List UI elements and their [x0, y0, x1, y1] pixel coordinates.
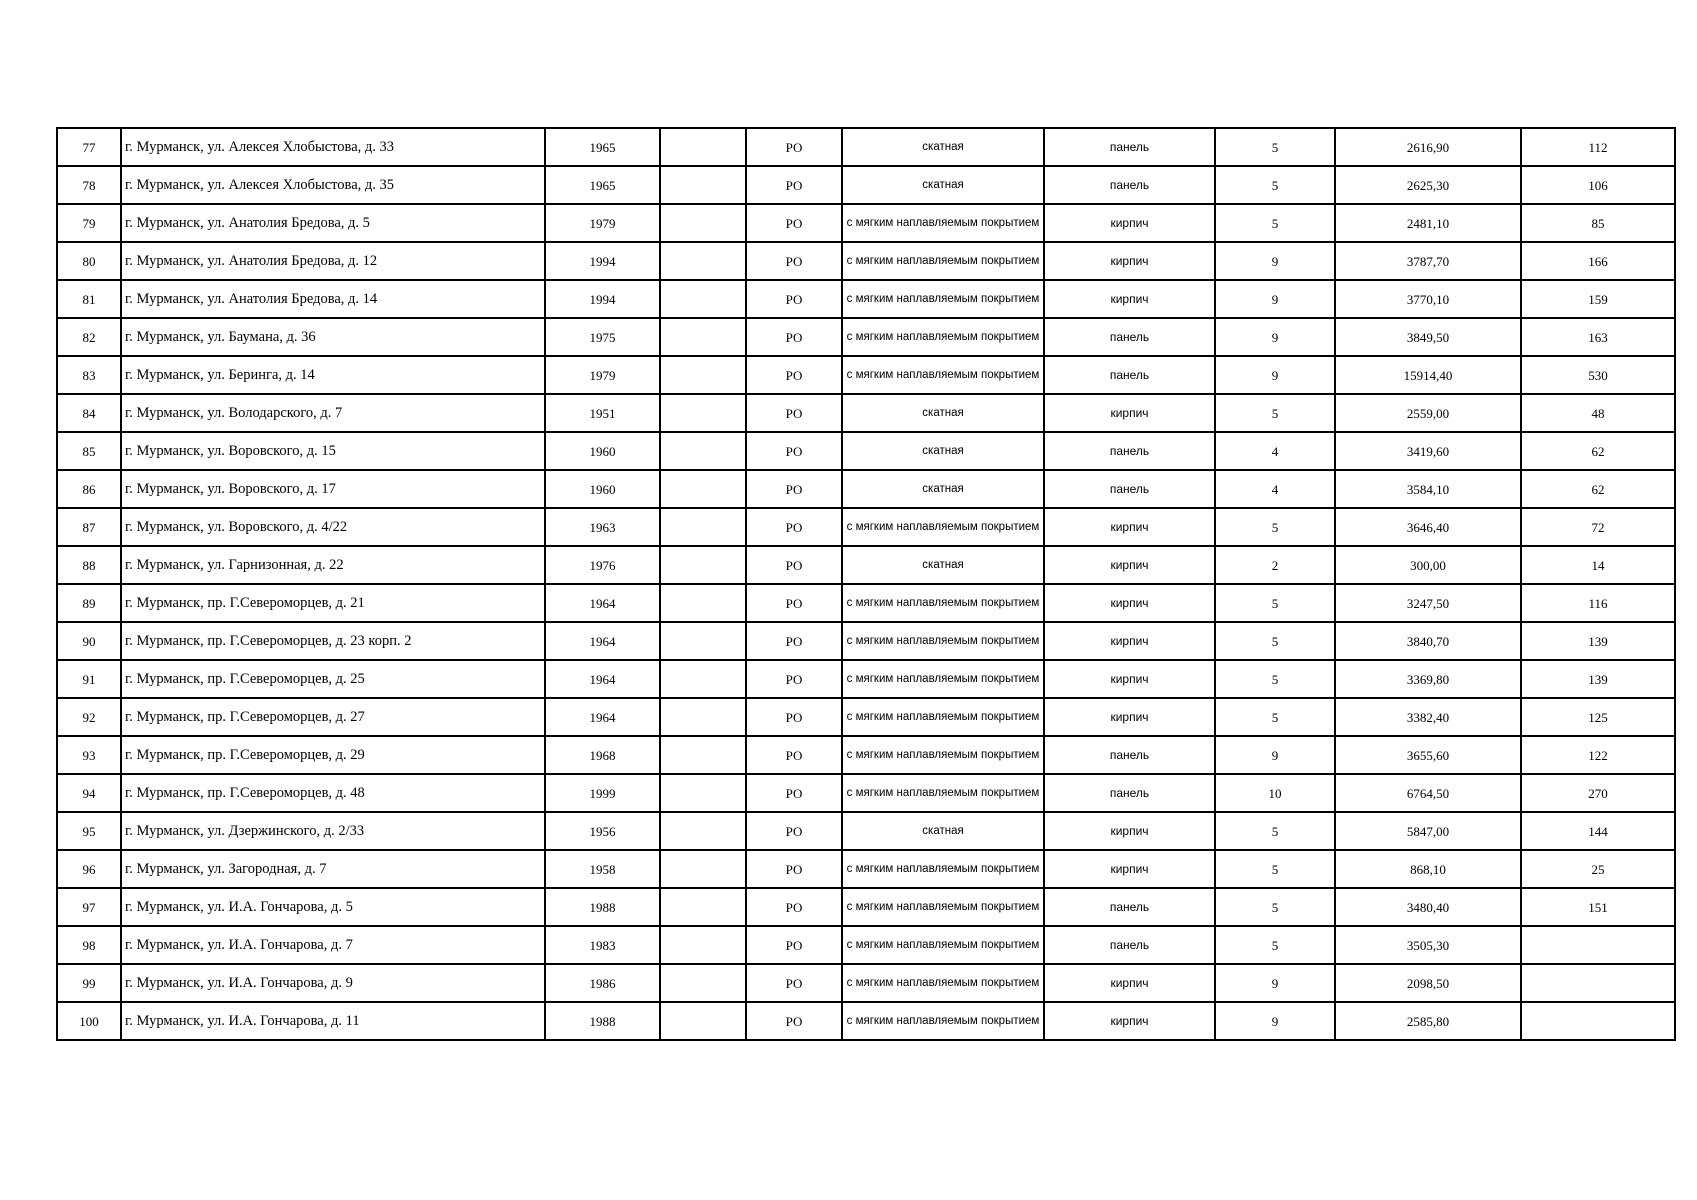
area-cell: 3505,30 — [1335, 926, 1521, 964]
program-type-cell: РО — [746, 546, 842, 584]
table-row — [57, 166, 1675, 204]
area-cell: 2616,90 — [1335, 128, 1521, 166]
build-year-cell: 1965 — [545, 166, 660, 204]
address-cell: г. Мурманск, ул. Володарского, д. 7 — [121, 394, 545, 432]
build-year-cell: 1986 — [545, 964, 660, 1002]
table-row — [57, 964, 1675, 1002]
wall-material-cell: кирпич — [1044, 660, 1215, 698]
program-type-cell: РО — [746, 850, 842, 888]
program-type-cell: РО — [746, 432, 842, 470]
wall-material-cell: панель — [1044, 128, 1215, 166]
program-type-cell: РО — [746, 774, 842, 812]
row-number-cell: 89 — [57, 584, 121, 622]
empty-cell — [660, 166, 746, 204]
residents-cell: 270 — [1521, 774, 1675, 812]
table-row — [57, 850, 1675, 888]
program-type-cell: РО — [746, 318, 842, 356]
build-year-cell: 1951 — [545, 394, 660, 432]
build-year-cell: 1983 — [545, 926, 660, 964]
residents-cell: 14 — [1521, 546, 1675, 584]
address-cell: г. Мурманск, пр. Г.Североморцев, д. 48 — [121, 774, 545, 812]
table-row — [57, 204, 1675, 242]
program-type-cell: РО — [746, 508, 842, 546]
program-type-cell: РО — [746, 204, 842, 242]
wall-material-cell: кирпич — [1044, 546, 1215, 584]
address-cell: г. Мурманск, ул. Баумана, д. 36 — [121, 318, 545, 356]
table-row — [57, 432, 1675, 470]
build-year-cell: 1960 — [545, 432, 660, 470]
row-number-cell: 87 — [57, 508, 121, 546]
floors-cell: 5 — [1215, 394, 1335, 432]
row-number-cell: 92 — [57, 698, 121, 736]
wall-material-cell: панель — [1044, 736, 1215, 774]
roof-type-cell: скатная — [842, 546, 1044, 584]
floors-cell: 5 — [1215, 698, 1335, 736]
row-number-cell: 99 — [57, 964, 121, 1002]
residents-cell: 25 — [1521, 850, 1675, 888]
empty-cell — [660, 432, 746, 470]
area-cell: 3646,40 — [1335, 508, 1521, 546]
row-number-cell: 79 — [57, 204, 121, 242]
residents-cell: 144 — [1521, 812, 1675, 850]
residents-cell — [1521, 1002, 1675, 1040]
floors-cell: 5 — [1215, 812, 1335, 850]
floors-cell: 9 — [1215, 356, 1335, 394]
row-number-cell: 96 — [57, 850, 121, 888]
floors-cell: 9 — [1215, 280, 1335, 318]
wall-material-cell: кирпич — [1044, 508, 1215, 546]
residents-cell: 125 — [1521, 698, 1675, 736]
build-year-cell: 1956 — [545, 812, 660, 850]
roof-type-cell: скатная — [842, 166, 1044, 204]
residents-cell: 530 — [1521, 356, 1675, 394]
wall-material-cell: кирпич — [1044, 622, 1215, 660]
table-row — [57, 318, 1675, 356]
wall-material-cell: кирпич — [1044, 850, 1215, 888]
row-number-cell: 81 — [57, 280, 121, 318]
address-cell: г. Мурманск, ул. Воровского, д. 4/22 — [121, 508, 545, 546]
wall-material-cell: панель — [1044, 166, 1215, 204]
wall-material-cell: панель — [1044, 318, 1215, 356]
roof-type-cell: с мягким наплавляемым покрытием — [842, 1002, 1044, 1040]
build-year-cell: 1994 — [545, 280, 660, 318]
table-row — [57, 508, 1675, 546]
wall-material-cell: панель — [1044, 888, 1215, 926]
floors-cell: 10 — [1215, 774, 1335, 812]
program-type-cell: РО — [746, 926, 842, 964]
table-body — [57, 128, 1675, 1040]
floors-cell: 5 — [1215, 508, 1335, 546]
floors-cell: 9 — [1215, 242, 1335, 280]
residents-cell: 106 — [1521, 166, 1675, 204]
residents-cell: 159 — [1521, 280, 1675, 318]
table-row — [57, 736, 1675, 774]
address-cell: г. Мурманск, ул. И.А. Гончарова, д. 9 — [121, 964, 545, 1002]
table-row — [57, 660, 1675, 698]
area-cell: 2098,50 — [1335, 964, 1521, 1002]
build-year-cell: 1975 — [545, 318, 660, 356]
program-type-cell: РО — [746, 1002, 842, 1040]
program-type-cell: РО — [746, 356, 842, 394]
build-year-cell: 1965 — [545, 128, 660, 166]
roof-type-cell: с мягким наплавляемым покрытием — [842, 926, 1044, 964]
roof-type-cell: с мягким наплавляемым покрытием — [842, 774, 1044, 812]
area-cell: 3382,40 — [1335, 698, 1521, 736]
roof-type-cell: с мягким наплавляемым покрытием — [842, 584, 1044, 622]
empty-cell — [660, 128, 746, 166]
area-cell: 3480,40 — [1335, 888, 1521, 926]
row-number-cell: 80 — [57, 242, 121, 280]
empty-cell — [660, 964, 746, 1002]
empty-cell — [660, 394, 746, 432]
build-year-cell: 1964 — [545, 584, 660, 622]
roof-type-cell: с мягким наплавляемым покрытием — [842, 736, 1044, 774]
residents-cell: 48 — [1521, 394, 1675, 432]
residents-cell: 163 — [1521, 318, 1675, 356]
empty-cell — [660, 660, 746, 698]
row-number-cell: 86 — [57, 470, 121, 508]
table-row — [57, 584, 1675, 622]
area-cell: 6764,50 — [1335, 774, 1521, 812]
empty-cell — [660, 736, 746, 774]
wall-material-cell: кирпич — [1044, 394, 1215, 432]
roof-type-cell: скатная — [842, 812, 1044, 850]
address-cell: г. Мурманск, ул. Анатолия Бредова, д. 12 — [121, 242, 545, 280]
area-cell: 2625,30 — [1335, 166, 1521, 204]
residents-cell: 72 — [1521, 508, 1675, 546]
empty-cell — [660, 774, 746, 812]
address-cell: г. Мурманск, ул. Беринга, д. 14 — [121, 356, 545, 394]
wall-material-cell: панель — [1044, 470, 1215, 508]
build-year-cell: 1999 — [545, 774, 660, 812]
wall-material-cell: панель — [1044, 356, 1215, 394]
roof-type-cell: с мягким наплавляемым покрытием — [842, 888, 1044, 926]
roof-type-cell: с мягким наплавляемым покрытием — [842, 850, 1044, 888]
address-cell: г. Мурманск, ул. Алексея Хлобыстова, д. 33 — [121, 128, 545, 166]
address-cell: г. Мурманск, ул. Анатолия Бредова, д. 14 — [121, 280, 545, 318]
roof-type-cell: с мягким наплавляемым покрытием — [842, 280, 1044, 318]
row-number-cell: 88 — [57, 546, 121, 584]
table-row — [57, 926, 1675, 964]
floors-cell: 2 — [1215, 546, 1335, 584]
address-cell: г. Мурманск, ул. Загородная, д. 7 — [121, 850, 545, 888]
row-number-cell: 90 — [57, 622, 121, 660]
wall-material-cell: кирпич — [1044, 698, 1215, 736]
empty-cell — [660, 242, 746, 280]
address-cell: г. Мурманск, ул. Дзержинского, д. 2/33 — [121, 812, 545, 850]
table-row — [57, 622, 1675, 660]
empty-cell — [660, 204, 746, 242]
build-year-cell: 1964 — [545, 622, 660, 660]
program-type-cell: РО — [746, 280, 842, 318]
roof-type-cell: с мягким наплавляемым покрытием — [842, 356, 1044, 394]
area-cell: 3849,50 — [1335, 318, 1521, 356]
table-row — [57, 1002, 1675, 1040]
empty-cell — [660, 926, 746, 964]
build-year-cell: 1958 — [545, 850, 660, 888]
row-number-cell: 91 — [57, 660, 121, 698]
program-type-cell: РО — [746, 736, 842, 774]
area-cell: 3584,10 — [1335, 470, 1521, 508]
residents-cell — [1521, 964, 1675, 1002]
build-year-cell: 1988 — [545, 888, 660, 926]
address-cell: г. Мурманск, пр. Г.Североморцев, д. 25 — [121, 660, 545, 698]
area-cell: 2559,00 — [1335, 394, 1521, 432]
program-type-cell: РО — [746, 470, 842, 508]
roof-type-cell: скатная — [842, 394, 1044, 432]
empty-cell — [660, 888, 746, 926]
roof-type-cell: с мягким наплавляемым покрытием — [842, 660, 1044, 698]
address-cell: г. Мурманск, пр. Г.Североморцев, д. 29 — [121, 736, 545, 774]
area-cell: 2585,80 — [1335, 1002, 1521, 1040]
program-type-cell: РО — [746, 622, 842, 660]
program-type-cell: РО — [746, 660, 842, 698]
residents-cell: 139 — [1521, 622, 1675, 660]
row-number-cell: 93 — [57, 736, 121, 774]
wall-material-cell: кирпич — [1044, 280, 1215, 318]
address-cell: г. Мурманск, ул. Алексея Хлобыстова, д. 35 — [121, 166, 545, 204]
residents-cell: 85 — [1521, 204, 1675, 242]
empty-cell — [660, 584, 746, 622]
empty-cell — [660, 698, 746, 736]
row-number-cell: 77 — [57, 128, 121, 166]
empty-cell — [660, 546, 746, 584]
wall-material-cell: панель — [1044, 926, 1215, 964]
residents-cell — [1521, 926, 1675, 964]
build-year-cell: 1964 — [545, 698, 660, 736]
row-number-cell: 98 — [57, 926, 121, 964]
build-year-cell: 1979 — [545, 204, 660, 242]
floors-cell: 5 — [1215, 166, 1335, 204]
empty-cell — [660, 1002, 746, 1040]
floors-cell: 4 — [1215, 470, 1335, 508]
row-number-cell: 83 — [57, 356, 121, 394]
floors-cell: 5 — [1215, 584, 1335, 622]
roof-type-cell: с мягким наплавляемым покрытием — [842, 964, 1044, 1002]
address-cell: г. Мурманск, пр. Г.Североморцев, д. 23 корп. 2 — [121, 622, 545, 660]
floors-cell: 5 — [1215, 888, 1335, 926]
residents-cell: 62 — [1521, 432, 1675, 470]
floors-cell: 9 — [1215, 1002, 1335, 1040]
floors-cell: 9 — [1215, 964, 1335, 1002]
empty-cell — [660, 318, 746, 356]
table-row — [57, 470, 1675, 508]
row-number-cell: 78 — [57, 166, 121, 204]
table-row — [57, 546, 1675, 584]
area-cell: 3787,70 — [1335, 242, 1521, 280]
area-cell: 2481,10 — [1335, 204, 1521, 242]
area-cell: 3840,70 — [1335, 622, 1521, 660]
roof-type-cell: скатная — [842, 128, 1044, 166]
build-year-cell: 1979 — [545, 356, 660, 394]
address-cell: г. Мурманск, ул. И.А. Гончарова, д. 7 — [121, 926, 545, 964]
area-cell: 868,10 — [1335, 850, 1521, 888]
address-cell: г. Мурманск, ул. И.А. Гончарова, д. 11 — [121, 1002, 545, 1040]
housing-register-table — [56, 127, 1676, 1041]
program-type-cell: РО — [746, 964, 842, 1002]
area-cell: 3770,10 — [1335, 280, 1521, 318]
table-row — [57, 774, 1675, 812]
program-type-cell: РО — [746, 166, 842, 204]
area-cell: 3655,60 — [1335, 736, 1521, 774]
residents-cell: 151 — [1521, 888, 1675, 926]
row-number-cell: 95 — [57, 812, 121, 850]
wall-material-cell: кирпич — [1044, 1002, 1215, 1040]
residents-cell: 62 — [1521, 470, 1675, 508]
roof-type-cell: с мягким наплавляемым покрытием — [842, 622, 1044, 660]
address-cell: г. Мурманск, пр. Г.Североморцев, д. 27 — [121, 698, 545, 736]
floors-cell: 5 — [1215, 850, 1335, 888]
residents-cell: 166 — [1521, 242, 1675, 280]
wall-material-cell: кирпич — [1044, 812, 1215, 850]
program-type-cell: РО — [746, 698, 842, 736]
roof-type-cell: скатная — [842, 470, 1044, 508]
program-type-cell: РО — [746, 128, 842, 166]
area-cell: 3369,80 — [1335, 660, 1521, 698]
residents-cell: 116 — [1521, 584, 1675, 622]
table-row — [57, 280, 1675, 318]
row-number-cell: 84 — [57, 394, 121, 432]
address-cell: г. Мурманск, пр. Г.Североморцев, д. 21 — [121, 584, 545, 622]
build-year-cell: 1988 — [545, 1002, 660, 1040]
roof-type-cell: с мягким наплавляемым покрытием — [842, 508, 1044, 546]
build-year-cell: 1964 — [545, 660, 660, 698]
empty-cell — [660, 470, 746, 508]
row-number-cell: 100 — [57, 1002, 121, 1040]
empty-cell — [660, 280, 746, 318]
program-type-cell: РО — [746, 812, 842, 850]
build-year-cell: 1968 — [545, 736, 660, 774]
floors-cell: 4 — [1215, 432, 1335, 470]
build-year-cell: 1994 — [545, 242, 660, 280]
empty-cell — [660, 622, 746, 660]
floors-cell: 5 — [1215, 622, 1335, 660]
row-number-cell: 94 — [57, 774, 121, 812]
table-row — [57, 128, 1675, 166]
roof-type-cell: с мягким наплавляемым покрытием — [842, 204, 1044, 242]
floors-cell: 5 — [1215, 926, 1335, 964]
wall-material-cell: панель — [1044, 774, 1215, 812]
address-cell: г. Мурманск, ул. Воровского, д. 15 — [121, 432, 545, 470]
table-row — [57, 394, 1675, 432]
area-cell: 300,00 — [1335, 546, 1521, 584]
floors-cell: 5 — [1215, 204, 1335, 242]
address-cell: г. Мурманск, ул. Гарнизонная, д. 22 — [121, 546, 545, 584]
wall-material-cell: кирпич — [1044, 584, 1215, 622]
table-row — [57, 698, 1675, 736]
roof-type-cell: с мягким наплавляемым покрытием — [842, 318, 1044, 356]
program-type-cell: РО — [746, 584, 842, 622]
wall-material-cell: кирпич — [1044, 242, 1215, 280]
address-cell: г. Мурманск, ул. Воровского, д. 17 — [121, 470, 545, 508]
table-row — [57, 888, 1675, 926]
empty-cell — [660, 812, 746, 850]
floors-cell: 9 — [1215, 318, 1335, 356]
area-cell: 15914,40 — [1335, 356, 1521, 394]
table-row — [57, 356, 1675, 394]
wall-material-cell: кирпич — [1044, 964, 1215, 1002]
empty-cell — [660, 850, 746, 888]
row-number-cell: 82 — [57, 318, 121, 356]
table-row — [57, 242, 1675, 280]
program-type-cell: РО — [746, 242, 842, 280]
empty-cell — [660, 508, 746, 546]
residents-cell: 112 — [1521, 128, 1675, 166]
build-year-cell: 1963 — [545, 508, 660, 546]
wall-material-cell: кирпич — [1044, 204, 1215, 242]
floors-cell: 9 — [1215, 736, 1335, 774]
empty-cell — [660, 356, 746, 394]
address-cell: г. Мурманск, ул. Анатолия Бредова, д. 5 — [121, 204, 545, 242]
build-year-cell: 1960 — [545, 470, 660, 508]
residents-cell: 139 — [1521, 660, 1675, 698]
area-cell: 5847,00 — [1335, 812, 1521, 850]
program-type-cell: РО — [746, 394, 842, 432]
table-row — [57, 812, 1675, 850]
floors-cell: 5 — [1215, 660, 1335, 698]
address-cell: г. Мурманск, ул. И.А. Гончарова, д. 5 — [121, 888, 545, 926]
row-number-cell: 85 — [57, 432, 121, 470]
floors-cell: 5 — [1215, 128, 1335, 166]
program-type-cell: РО — [746, 888, 842, 926]
area-cell: 3419,60 — [1335, 432, 1521, 470]
roof-type-cell: скатная — [842, 432, 1044, 470]
roof-type-cell: с мягким наплавляемым покрытием — [842, 698, 1044, 736]
build-year-cell: 1976 — [545, 546, 660, 584]
wall-material-cell: панель — [1044, 432, 1215, 470]
roof-type-cell: с мягким наплавляемым покрытием — [842, 242, 1044, 280]
residents-cell: 122 — [1521, 736, 1675, 774]
row-number-cell: 97 — [57, 888, 121, 926]
area-cell: 3247,50 — [1335, 584, 1521, 622]
